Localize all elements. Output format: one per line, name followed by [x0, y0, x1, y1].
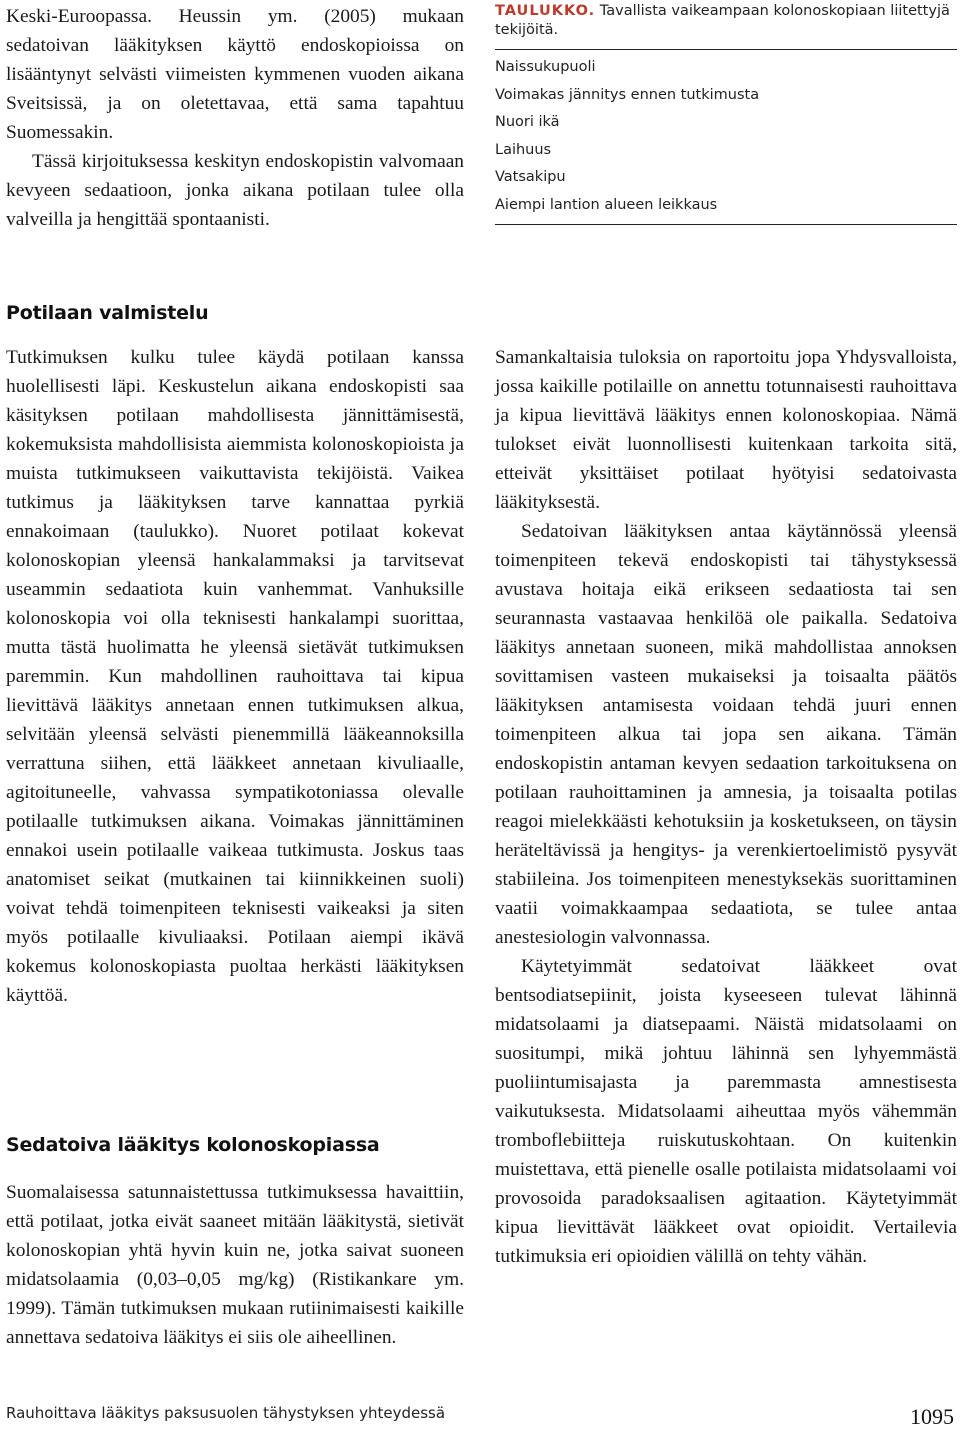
table-bottom-rule	[495, 224, 957, 225]
body-paragraph: Käytetyimmät sedatoivat lääkkeet ovat bentsodiatsepiinit, joista kyseeseen tulevat lähinnä midatsolaami ja diatsepaami. Näistä midatsolaami on suositumpi, mikä johtuu lähinnä sen lyhyemmästä puoliintumisajasta ja paremmasta amnestisesta vaikutuksesta. Midatsolaami aiheuttaa myös vähemmän tromboflebiitteja ruiskutuskohtaan. On kuitenkin muistettava, että pienelle osalle potilaista midatsolaami voi provosoida paradoksaalisen agitaation. Käytetyimmät kipua lievittävät lääkkeet ovat opioidit. Vertailevia tutkimuksia eri opioidien välillä on tehty vähän.	[495, 956, 957, 1267]
section-heading-valmistelu: Potilaan valmistelu	[6, 302, 209, 324]
table-caption	[495, 2, 957, 40]
valmistelu-text-block	[6, 343, 464, 1010]
table-row: Naissukupuoli	[495, 59, 596, 75]
right-column-text	[495, 343, 957, 1271]
table-row: Nuori ikä	[495, 114, 560, 130]
running-footer-title: Rauhoittava lääkitys paksusuolen tähystyksen yhteydessä	[6, 1404, 446, 1422]
body-paragraph: Sedatoivan lääkityksen antaa käytännössä yleensä toimenpiteen tekevä endoskopisti tai tähystyksessä avustava hoitaja eikä erikseen sedaatiosta tai sen seurannasta vastaavaa henkilöä ole paikalla. Sedatoiva lääkitys annetaan suoneen, mikä mahdollistaa annoksen sovittamisen vasteen mukaiseksi ja toisaalta päätös lääkityksen antamisesta voidaan tehdä juuri ennen toimenpiteen alkua tai jopa sen aikana. Tämän endoskopistin antaman kevyen sedaation tarkoituksena on potilaan rauhoittaminen ja amnesia, ja toisaalta potilas reagoi mielekkäästi kehotuksiin ja kosketukseen, on täysin heräteltävissä ja hengitys- ja verenkiertoelimistö pysyvät stabiileina. Jos toimenpiteen menestyksekäs suorittaminen vaatii voimakkaampaa sedaatiota, se tulee antaa anestesiologin valvonnassa.	[495, 521, 957, 948]
table-row: Voimakas jännitys ennen tutkimusta	[495, 86, 760, 103]
intro-text-block	[6, 2, 464, 234]
table-rows	[495, 54, 957, 219]
table-tag: TAULUKKO.	[495, 3, 596, 19]
table-row: Laihuus	[495, 141, 552, 158]
intro-paragraph: Keski-Euroopassa. Heussin ym. (2005) mukaan sedatoivan lääkityksen käyttö endoskopioissa on lisääntynyt selvästi viimeisten kymmenen vuoden aikana Sveitsissä, ja on oletettavaa, että sama tapahtuu Suomessakin.	[6, 6, 464, 143]
table-top-rule	[495, 49, 957, 50]
table-row: Vatsakipu	[495, 169, 566, 185]
body-paragraph: Suomalaisessa satunnaistettussa tutkimuksessa havaittiin, että potilaat, jotka eivät saaneet mitään lääkitystä, sietivät kolonoskopian yhtä hyvin kuin ne, jotka saivat suoneen midatsolaamia (0,03–0,05 mg/kg) (Ristikankare ym. 1999). Tämän tutkimuksen mukaan rutiinimaisesti kaikille annettava sedatoiva lääkitys ei siis ole aiheellinen.	[6, 1182, 464, 1348]
body-paragraph: Samankaltaisia tuloksia on raportoitu jopa Yhdysvalloista, jossa kaikille potilaille on annettu totunnaisesti rauhoittava ja kipua lievittävä lääkitys ennen kolonoskopiaa. Nämä tulokset eivät luonnollisesti kuitenkaan tarkoita sitä, etteivät yksittäiset potilaat hyötyisi sedatoivasta lääkityksestä.	[495, 347, 957, 513]
page-number: 1095	[910, 1404, 954, 1429]
factors-table	[495, 2, 957, 225]
section-heading-sedatoiva: Sedatoiva lääkitys kolonoskopiassa	[6, 1134, 380, 1156]
table-row: Aiempi lantion alueen leikkaus	[495, 196, 718, 213]
sedatoiva-text-block	[6, 1178, 464, 1352]
body-paragraph: Tutkimuksen kulku tulee käydä potilaan kanssa huolellisesti läpi. Keskustelun aikana endoskopisti saa käsityksen potilaan mahdollisesta jännittämisestä, kokemuksista mahdollisista aiemmista kolonoskopioista ja muista tutkimukseen vaikuttavista tekijöistä. Vaikea tutkimus ja lääkityksen tarve kannattaa pyrkiä ennakoimaan (taulukko). Nuoret potilaat kokevat kolonoskopian yleensä hankalammaksi ja tarvitsevat useammin sedaatiota kuin vanhemmat. Vanhuksille kolonoskopia voi olla teknisesti hankalampi suorittaa, mutta tästä huolimatta he yleensä sietävät tutkimuksen paremmin. Kun mahdollinen rauhoittava tai kipua lievittävä lääkitys annetaan ennen tutkimuksen alkua, selvitään yleensä selvästi pienemmillä lääkeannoksilla verrattuna siihen, että lääkkeet annetaan kivuliaalle, agitoituneelle, vahvassa sympatikotoniassa olevalle potilaalle tutkimuksen aikana. Voimakas jännittäminen ennakoi usein potilaalle vaikeaa tutkimusta. Joskus taas anatomiset seikat (mutkainen tai kiinnikkeinen suoli) voivat tehdä toimenpiteen teknisesti vaikeaksi ja siten myös potilaalle kivuliaaksi. Potilaan aiempi ikävä kokemus kolonoskopiasta puoltaa herkästi lääkityksen käyttöä.	[6, 347, 464, 1006]
intro-paragraph: Tässä kirjoituksessa keskityn endoskopistin valvomaan kevyeen sedaatioon, jonka aikana potilaan tulee olla valveilla ja hengittää spontaanisti.	[6, 151, 464, 230]
table-caption-text: Tavallista vaikeampaan kolonoskopiaan liitettyjä tekijöitä.	[495, 3, 950, 38]
